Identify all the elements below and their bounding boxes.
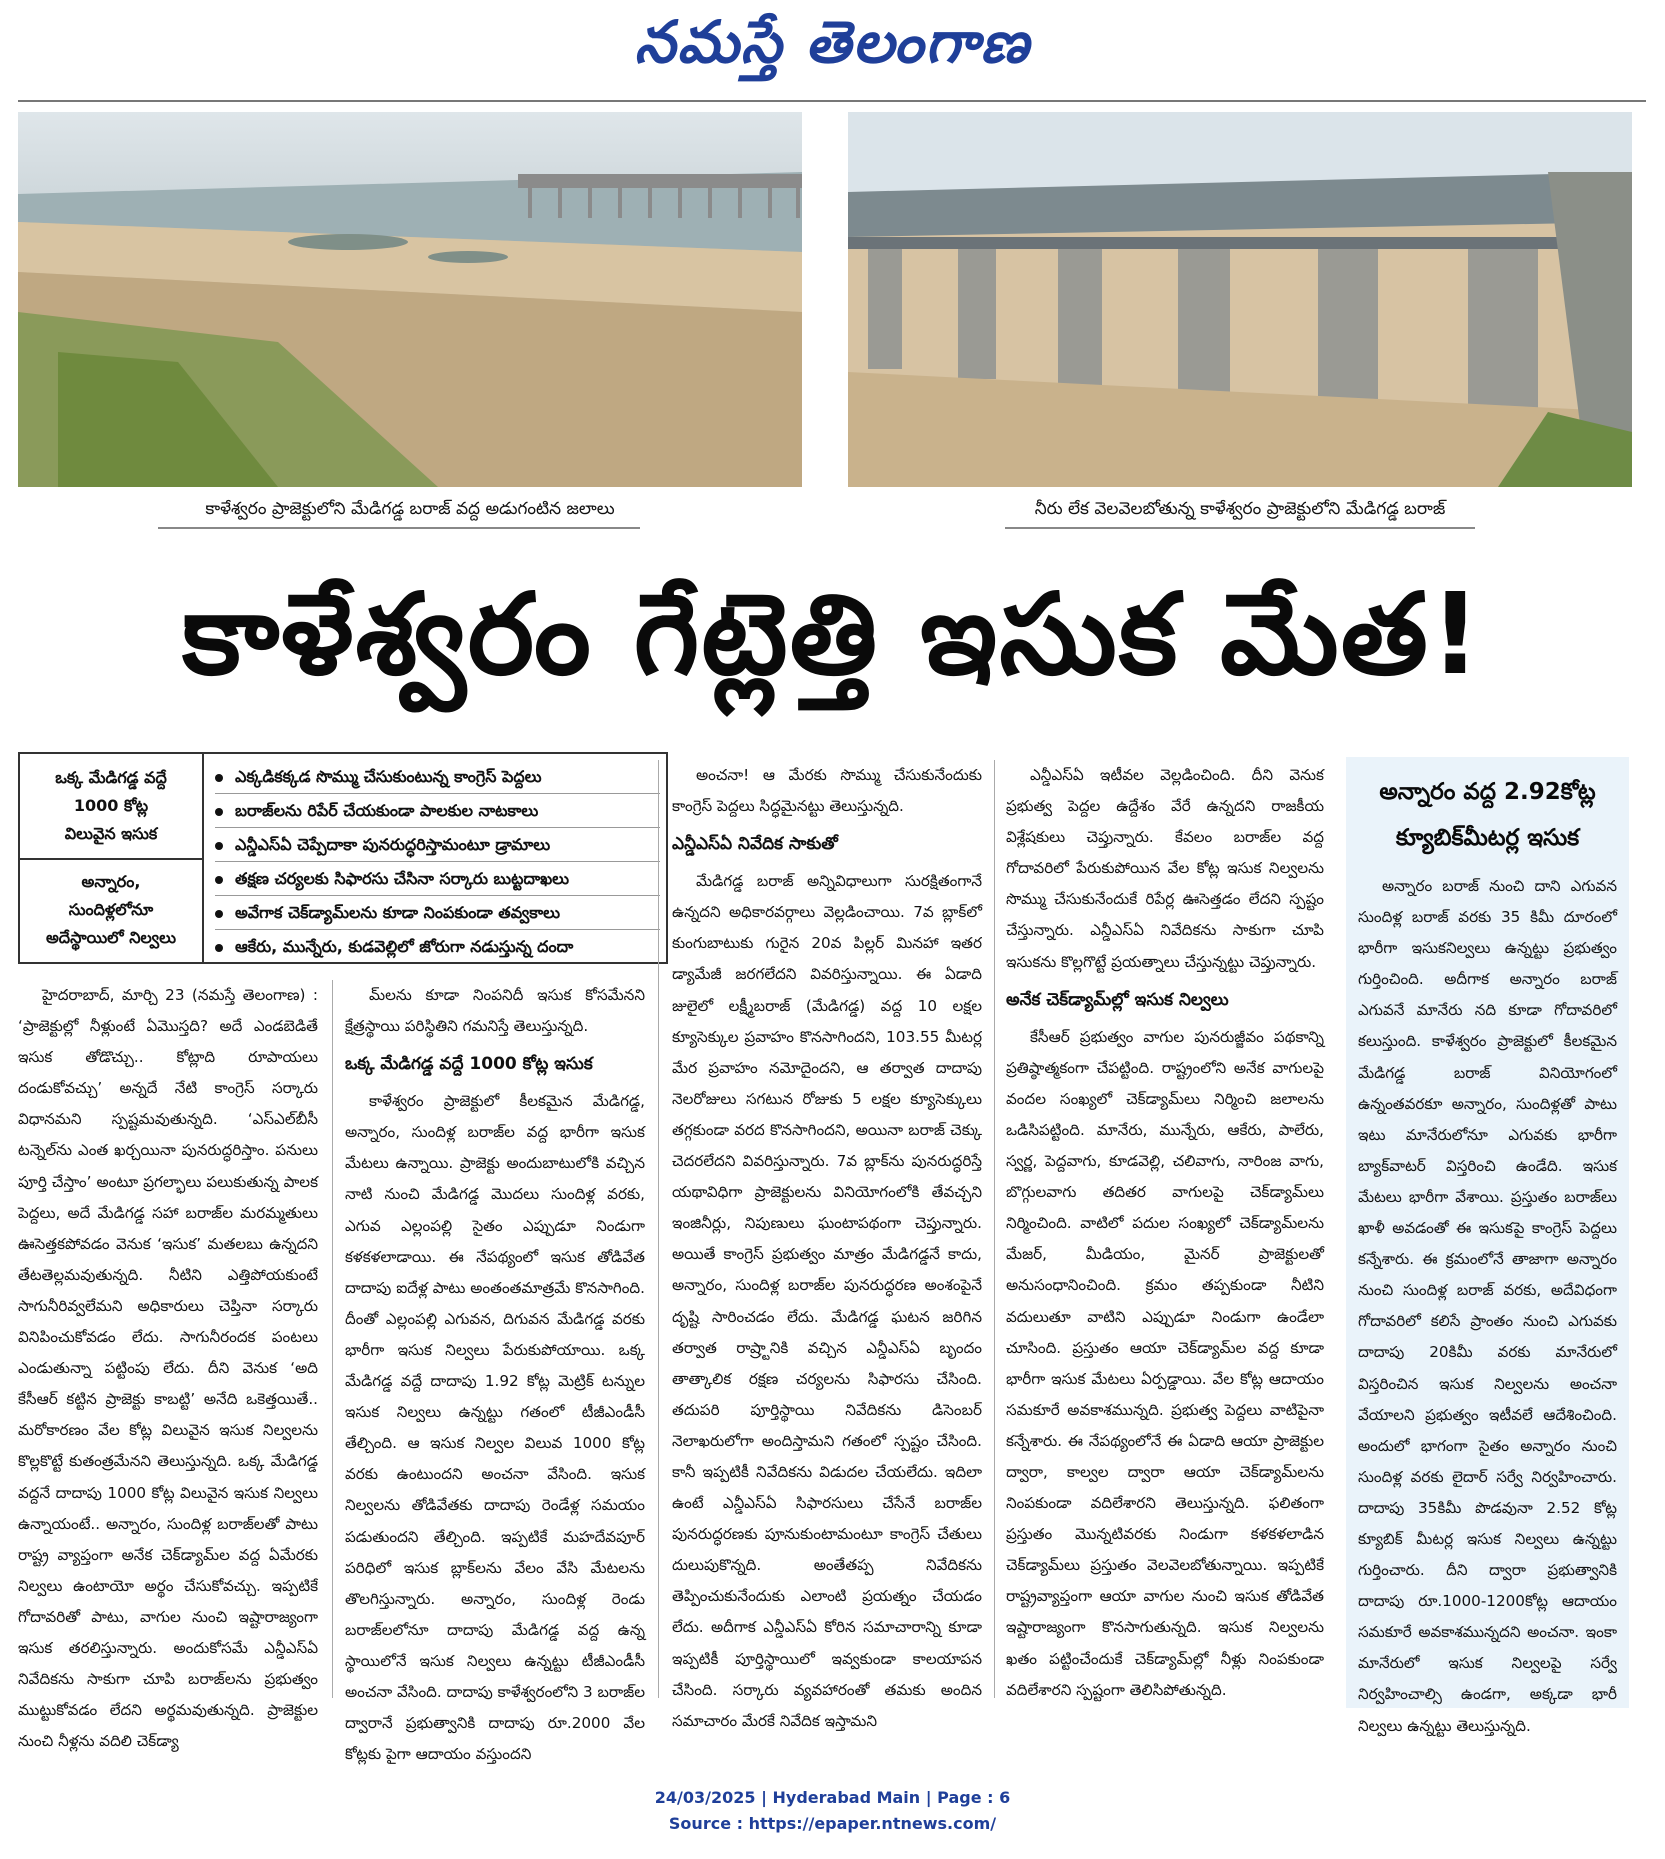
highlight-item-text: ఆకేరు, మున్నేరు, కుడవెల్లిలో జోరుగా నడుస్తున్న దందా	[235, 937, 574, 956]
sidebar-annaram-sand	[1346, 757, 1629, 1735]
article-column-2	[345, 980, 645, 1764]
article-paragraph: కేసీఆర్‌ ప్రభుత్వం వాగుల పునరుజ్జీవం పథకాన్ని ప్రతిష్ఠాత్మకంగా చేపట్టింది. రాష్ట్రంలోని అనేక వాగులపై వందల సంఖ్యలో చెక్‌డ్యామ్‌లు నిర్మించి జలాలను ఒడిసిపట్టింది. మానేరు, మున్నేరు, ఆకేరు, పాలేరు, స్వర్ణ, పెద్దవాగు, కూడవెల్లి, చలివాగు, నారింజ వాగు, బొగ్గులవాగు తదితర వాగులపై చెక్‌డ్యామ్‌లు నిర్మించింది. వాటిలో పదుల సంఖ్యలో చెక్‌డ్యామ్‌లను మేజర్‌, మీడియం, మైనర్‌ ప్రాజెక్టులతో అనుసంధానించింది. క్రమం తప్పకుండా నీటిని వదులుతూ వాటిని ఎప్పుడూ నిండుగా ఉండేలా చూసింది. ప్రస్తుతం ఆయా చెక్‌డ్యామ్‌ల వద్ద కూడా భారీగా ఇసుక మేటలు ఏర్పడ్డాయి. వేల కోట్ల ఆదాయం సమకూరే అవకాశమున్నది. ప్రభుత్వ పెద్దలు వాటిపైనా కన్నేశారు. ఈ నేపథ్యంలోనే ఈ ఏడాది ఆయా ప్రాజెక్టుల ద్వారా, కాల్వల ద్వారా ఆయా చెక్‌డ్యామ్‌లను నింపకుండా వదిలేశారని తెలుస్తున్నది. ఫలితంగా ప్రస్తుతం మొన్నటివరకు నిండుగా కళకళలాడిన చెక్‌డ్యామ్‌లు ప్రస్తుతం వెలవెలబోతున్నాయి. ఇప్పటికే రాష్ట్రవ్యాప్తంగా ఆయా వాగుల నుంచి ఇసుక తోడివేత ఇష్టారాజ్యంగా కొనసాగుతున్నది. ఇసుక నిల్వలను ఖతం పట్టించేందుకే చెక్‌డ్యామ్‌ల్లో నీళ్లు నింపకుండా వదిలేశారని స్పష్టంగా తెలిసిపోతున్నది.	[1006, 1027, 1324, 1699]
highlight-item-text: బరాజ్‌లను రిపేర్‌ చేయకుండా పాలకుల నాటకాలు	[235, 801, 539, 820]
sidebar-paragraph: అన్నారం బరాజ్‌ నుంచి దాని ఎగువన సుందిళ్ల బరాజ్‌ వరకు 35 కిమీ దూరంలో భారీగా ఇసుకనిల్వలు ఉన్నట్టు ప్రభుత్వం గుర్తించింది. అదీగాక అన్నారం బరాజ్‌ ఎగువనే మానేరు నది కూడా గోదావరిలో కలుస్తుంది. కాళేశ్వరం ప్రాజెక్టులో కీలకమైన మేడిగడ్డ బరాజ్‌ వినియోగంలో ఉన్నంతవరకూ అన్నారం, సుందిళ్లతో పాటు ఇటు మానేరులోనూ ఎగువకు భారీగా బ్యాక్‌వాటర్‌ విస్తరించి ఉండేది. ఇసుక మేటలు భారీగా వేశాయి. ప్రస్తుతం బరాజ్‌లు ఖాళీ అవడంతో ఈ ఇసుకపై కాంగ్రెస్‌ పెద్దలు కన్నేశారు. ఈ క్రమంలోనే తాజాగా అన్నారం నుంచి సుందిళ్ల బరాజ్‌ వరకు, అదేవిధంగా గోదావరిలో కలిసే ప్రాంతం నుంచి ఎగువకు దాదాపు 20కిమీ వరకు మానేరులో విస్తరించిన ఇసుక నిల్వలను అంచనా వేయాలని ప్రభుత్వం ఇటీవలే ఆదేశించింది. అందులో భాగంగా సైతం అన్నారం నుంచి సుందిళ్ల వరకు లైదార్‌ సర్వే నిర్వహించారు. దాదాపు 35కిమీ పొడవునా 2.52 కోట్ల క్యూబిక్‌ మీటర్ల ఇసుక నిల్వలు ఉన్నట్టు గుర్తించారు. దీని ద్వారా ప్రభుత్వానికి దాదాపు రూ.1000-1200కోట్ల ఆదాయం సమకూరే అవకాశమున్నదని అంచనా. ఇంకా మానేరులో ఇసుక నిల్వలపై సర్వే నిర్వహించాల్సి ఉండగా, అక్కడా భారీ నిల్వలు ఉన్నట్టు తెలుస్తున్నది.	[1358, 877, 1617, 1735]
footer-source-line: Source : https://epaper.ntnews.com/	[668, 1814, 997, 1833]
article-paragraph: మేడిగడ్డ బరాజ్‌ అన్నివిధాలుగా సురక్షితంగానే ఉన్నదని అధికారవర్గాలు వెల్లడించాయి. 7వ బ్లాక్‌లో కుంగుబాటుకు గురైన 20వ పిల్లర్‌ మినహా ఇతర డ్యామేజీ జరగలేదని వివరిస్తున్నాయి. ఈ ఏడాది జులైలో లక్ష్మీబరాజ్‌ (మేడిగడ్డ) వద్ద 10 లక్షల క్యూసెక్కుల ప్రవాహం కొనసాగిందని, 103.55 మీటర్ల మేర ప్రవాహం నమోదైందని, ఆ తర్వాత దాదాపు నెలరోజులు సగటున రోజుకు 5 లక్షల క్యూసెక్కులు తగ్గకుండా వరద కొనసాగిందని, అయినా బరాజ్‌ చెక్కు చెదరలేదని వివరిస్తున్నారు. 7వ బ్లాక్‌ను పునరుద్ధరిస్తే యథావిధిగా ప్రాజెక్టులను వినియోగంలోకి తేవచ్చని ఇంజినీర్లు, నిపుణులు ఘంటాపథంగా చెప్తున్నారు. అయితే కాంగ్రెస్‌ ప్రభుత్వం మాత్రం మేడిగడ్డనే కాదు, అన్నారం, సుందిళ్ల బరాజ్‌ల పునరుద్ధరణ అంశంపైనే దృష్టి సారించడం లేదు. మేడిగడ్డ ఘటన జరిగిన తర్వాత రాష్ర్టానికి వచ్చిన ఎన్డీఎస్‌ఏ బృందం తాత్కాలిక రక్షణ చర్యలను సిఫారసు చేసింది. తదుపరి పూర్తిస్థాయి నివేదికను డిసెంబర్‌ నెలాఖరులోగా అందిస్తామని గతంలో స్పష్టం చేసింది. కానీ ఇప్పటికీ నివేదికను విడుదల చేయలేదు. ఇదిలా ఉంటే ఎన్డీఎస్‌ఏ సిఫారసులు చేసేనే బరాజ్‌ల పునరుద్ధరణకు పూనుకుంటామంటూ కాంగ్రెస్‌ చేతులు దులుపుకొన్నది. అంతేతప్ప నివేదికను తెప్పించుకునేందుకు ఎలాంటి ప్రయత్నం చేయడం లేదు. అదీగాక ఎన్డీఎస్‌ఏ కోరిన సమాచారాన్ని కూడా ఇప్పటికీ పూర్తిస్థాయిలో ఇవ్వకుండా కాలయాపన చేసింది. సర్కారు వ్యవహారంతో తమకు అందిన సమాచారం మేరకే నివేదిక ఇస్తామని	[672, 872, 982, 1730]
highlight-item	[215, 794, 660, 828]
column-rule	[994, 760, 995, 1698]
photo-medigadda-dry-barrage	[848, 112, 1632, 487]
highlight-left-line: అన్నారం,	[81, 872, 141, 891]
subhead-checkdams: అనేక చెక్‌డ్యామ్‌ల్లో ఇసుక నిల్వలు	[1006, 989, 1229, 1010]
highlight-item	[215, 760, 660, 794]
bullet-icon	[215, 910, 223, 918]
bullet-icon	[215, 944, 223, 952]
masthead-logo: నమస్తే తెలంగాణ	[634, 8, 1031, 76]
article-column-4	[1006, 760, 1324, 1698]
bullet-icon	[215, 842, 223, 850]
page-footer	[0, 1785, 1665, 1837]
photo-medigadda-receding-water	[18, 112, 802, 487]
article-paragraph: మ్‌లను కూడా నింపనిదీ ఇసుక కోసమేనని క్షేత్రస్థాయి పరిస్థితిని గమనిస్తే తెలుస్తున్నది.	[345, 986, 645, 1036]
highlights-box	[18, 752, 668, 964]
article-paragraph: హైదరాబాద్‌, మార్చి 23 (నమస్తే తెలంగాణ) : ‘ప్రాజెక్టుల్లో నీళ్లుంటే ఏమొస్తది? అదే ఎండబెడితే ఇసుక తోడొచ్చు.. కోట్లాది రూపాయలు దండుకోవచ్చు’ అన్నదే నేటి కాంగ్రెస్‌ సర్కారు విధానమని స్పష్టమవుతున్నది. ‘ఎస్‌ఎల్‌బీసీ టన్నెల్‌ను ఎంత ఖర్చయినా పునరుద్ధరిస్తాం. పనులు పూర్తి చేస్తాం’ అంటూ ప్రగల్భాలు పలుకుతున్న పాలక పెద్దలు, అదే మేడిగడ్డ సహా బరాజ్‌ల మరమ్మతులు ఊసెత్తకపోవడం వెనుక ‘ఇసుక’ మతలబు ఉన్నదని తేటతెల్లమవుతున్నది. నీటిని ఎత్తిపోయకుంటే సాగునీరివ్వలేమని అధికారులు చెప్తినా సర్కారు వినిపించుకోవడం లేదు. సాగునీరందక పంటలు ఎండుతున్నా పట్టింపు లేదు. దీని వెనుక ‘అది కేసీఆర్‌ కట్టిన ప్రాజెక్టు కాబట్టి’ అనేది ఒకెత్తయితే.. మరోకారణం వేల కోట్ల విలువైన ఇసుక నిల్వలను కొల్లకొట్టే కుతంత్రమేనని తెలుస్తున్నది. ఒక్క మేడిగడ్డ వద్దనే దాదాపు 1000 కోట్ల విలువైన ఇసుక నిల్వలు ఉన్నాయంటే.. అన్నారం, సుందిళ్ల బరాజ్‌లతో పాటు రాష్ట్ర వ్యాప్తంగా అనేక చెక్‌డ్యామ్‌ల వద్ద ఏమేరకు నిల్వలు ఉంటాయో అర్థం చేసుకోవచ్చు. ఇప్పటికే గోదావరితో పాటు, వాగుల నుంచి ఇష్టారాజ్యంగా ఇసుక తరలిస్తున్నారు. అందుకోసమే ఎన్డీఎస్‌ఏ నివేదికను సాకుగా చూపి బరాజ్‌లను ప్రభుత్వం ముట్టుకోవడం లేదని అర్థమవుతున్నది. ప్రాజెక్టుల నుంచి నీళ్లను వదిలి చెక్‌డ్యా	[18, 986, 318, 1751]
caption-underline-left	[158, 527, 640, 529]
highlight-left-divider	[20, 858, 202, 860]
column-rule	[332, 980, 333, 1698]
headline: కాళేశ్వరం గేట్లెత్తి ఇసుక మేత!	[182, 570, 1483, 700]
bullet-icon	[215, 774, 223, 782]
highlight-item	[215, 828, 660, 862]
highlight-item	[215, 896, 660, 930]
bullet-icon	[215, 876, 223, 884]
highlight-item-text: తక్షణ చర్యలకు సిఫారసు చేసినా సర్కారు బుట్టదాఖలు	[235, 869, 570, 888]
highlight-left-line: సుందిళ్లలోనూ	[68, 900, 154, 919]
article-column-1	[18, 980, 318, 1751]
caption-underline-right	[1005, 527, 1475, 529]
highlight-left-top	[20, 764, 202, 848]
article-paragraph: ఎన్డీఎస్‌ఏ ఇటీవల వెల్లడించింది. దీని వెనుక ప్రభుత్వ పెద్దల ఉద్దేశం వేరే ఉన్నదని రాజకీయ విశ్లేషకులు చెప్తున్నారు. కేవలం బరాజ్‌ల వద్ద గోదావరిలో పేరుకుపోయిన వేల కోట్ల ఇసుక నిల్వలను సొమ్ము చేసుకునేందుకే రిపేర్ల ఊసెత్తడం లేదని స్పష్టం చేస్తున్నారు. ఎన్డీఎస్‌ఏ నివేదికను సాకుగా చూపి ఇసుకను కొల్లగొట్టే ప్రయత్నాలు చేస్తున్నట్టు చెప్తున్నారు.	[1006, 766, 1324, 971]
bullet-icon	[215, 808, 223, 816]
subhead-medigadda-1000-crore: ఒక్క మేడిగడ్డ వద్దే 1000 కోట్ల ఇసుక	[345, 1054, 593, 1075]
sidebar-title: అన్నారం వద్ద 2.92కోట్ల క్యూబిక్‌మీటర్ల ఇసుక	[1379, 779, 1596, 851]
masthead-rule	[18, 100, 1646, 102]
highlight-left-line: విలువైన ఇసుక	[64, 824, 158, 843]
article-paragraph: కాళేశ్వరం ప్రాజెక్టులో కీలకమైన మేడిగడ్డ, అన్నారం, సుందిళ్ల బరాజ్‌ల వద్ద భారీగా ఇసుక మేటలు ఉన్నాయి. ప్రాజెక్టు అందుబాటులోకి వచ్చిన నాటి నుంచి మేడిగడ్డ మొదలు సుందిళ్ల వరకు, ఎగువ ఎల్లంపల్లి సైతం ఎప్పుడూ నిండుగా కళకళలాడాయి. ఈ నేపథ్యంలో ఇసుక తోడివేత దాదాపు ఐదేళ్ల పాటు అంతంతమాత్రమే కొనసాగింది. దీంతో ఎల్లంపల్లి ఎగువన, దిగువన మేడిగడ్డ వరకు భారీగా ఇసుక నిల్వలు పేరుకుపోయాయి. ఒక్క మేడిగడ్డ వద్దే దాదాపు 1.92 కోట్ల మెట్రిక్‌ టన్నుల ఇసుక నిల్వలు ఉన్నట్టు గతంలో టీజీఎండీసీ తేల్చింది. ఆ ఇసుక నిల్వల విలువ 1000 కోట్ల వరకు ఉంటుందని అంచనా వేసింది. ఇసుక నిల్వలను తోడివేతకు దాదాపు రెండేళ్ల సమయం పడుతుందని తేల్చింది. ఇప్పటికే మహదేవపూర్‌ పరిధిలో ఇసుక బ్లాక్‌లను వేలం వేసి మేటలను తొలగిస్తున్నారు. అన్నారం, సుందిళ్ల రెండు బరాజ్‌లలోనూ దాదాపు మేడిగడ్డ వద్ద ఉన్న స్థాయిలోనే ఇసుక నిల్వలు ఉన్నట్టు టీజీఎండీసీ అంచనా వేసింది. దాదాపు కాళేశ్వరంలోని 3 బరాజ్‌ల ద్వారానే ప్రభుత్వానికి దాదాపు రూ.2000 వేల కోట్లకు పైగా ఆదాయం వస్తుందని	[345, 1092, 645, 1764]
highlight-left-line: ఒక్క మేడిగడ్డ వద్దే	[55, 768, 167, 787]
photo-caption-left: కాళేశ్వరం ప్రాజెక్టులోని మేడిగడ్డ బరాజ్‌ వద్ద అడుగంటిన జలాలు	[205, 499, 615, 519]
photo-caption-right: నీరు లేక వెలవెలబోతున్న కాళేశ్వరం ప్రాజెక్టులోని మేడిగడ్డ బరాజ్‌	[1034, 499, 1446, 519]
highlight-left-line: అదేస్థాయిలో నిల్వలు	[46, 928, 176, 947]
highlight-item-text: ఎక్కడికక్కడ సొమ్ము చేసుకుంటున్న కాంగ్రెస్‌ పెద్దలు	[235, 767, 542, 786]
highlight-item-text: ఎన్డీఎస్‌ఏ చెప్పేదాకా పునరుద్ధరిస్తామంటూ డ్రామాలు	[235, 835, 551, 854]
footer-edition-line: 24/03/2025 | Hyderabad Main | Page : 6	[654, 1788, 1011, 1807]
highlight-left-bottom	[20, 868, 202, 952]
highlight-item	[215, 930, 660, 963]
column-rule	[658, 760, 659, 1698]
subhead-ndsa-report: ఎన్డీఎస్‌ఏ నివేదిక సాకుతో	[672, 834, 838, 855]
highlight-left-line: 1000 కోట్ల	[73, 796, 149, 815]
article-paragraph: అంచనా! ఆ మేరకు సొమ్ము చేసుకునేందుకు కాంగ్రెస్‌ పెద్దలు సిద్ధమైనట్టు తెలుస్తున్నది.	[672, 766, 982, 816]
highlight-list	[215, 760, 660, 963]
highlight-item-text: అవేగాక చెక్‌డ్యామ్‌లను కూడా నింపకుండా తవ్వకాలు	[235, 903, 560, 922]
article-column-3	[672, 760, 982, 1730]
highlight-item	[215, 862, 660, 896]
sidebar-body	[1346, 867, 1629, 1742]
highlight-vertical-divider	[202, 754, 204, 962]
